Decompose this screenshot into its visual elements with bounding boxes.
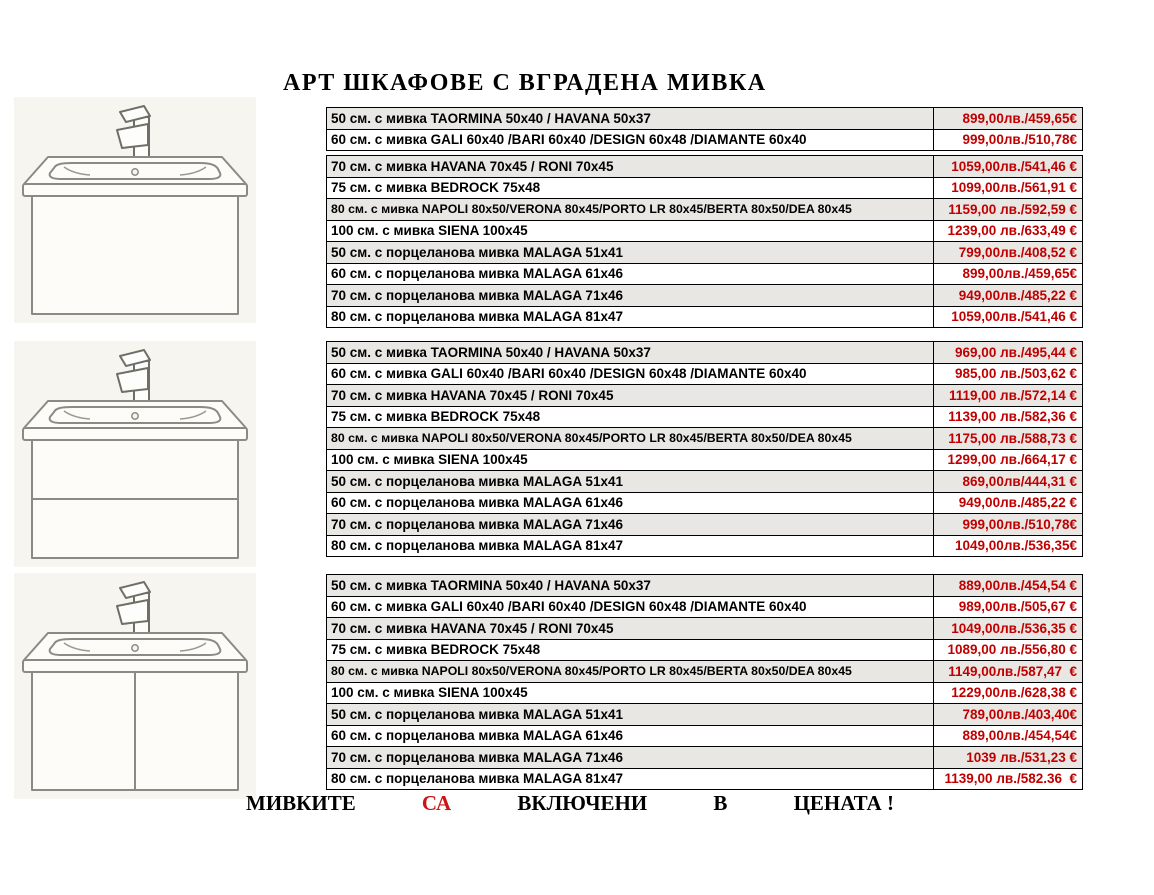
price-row	[326, 769, 1083, 791]
product-label: 60 см. с порцеланова мивка MALAGA 61x46	[331, 728, 623, 744]
product-label: 80 см. с порцеланова мивка MALAGA 81x47	[331, 309, 623, 325]
price-row	[326, 307, 1083, 329]
price-row	[326, 107, 1083, 130]
price-value: 949,00лв./485,22 €	[933, 493, 1082, 514]
vanity-illustration-single-drawer	[14, 97, 256, 323]
price-value: 1099,00лв./561,91 €	[933, 178, 1082, 199]
price-value: 1059,00лв./541,46 €	[933, 156, 1082, 177]
price-value: 799,00лв./408,52 €	[933, 242, 1082, 263]
price-value: 899,00лв./459,65€	[933, 264, 1082, 285]
price-row	[326, 428, 1083, 450]
price-row	[326, 221, 1083, 243]
page-title: АРТ ШКАФОВЕ С ВГРАДЕНА МИВКА	[283, 70, 767, 96]
price-row	[326, 264, 1083, 286]
price-value: 889,00лв./454,54€	[933, 726, 1082, 747]
product-label: 50 см. с порцеланова мивка MALAGA 51x41	[331, 244, 623, 260]
product-label: 50 см. с мивка TAORMINA 50x40 / HAVANA 50x37	[331, 577, 651, 593]
price-value: 969,00 лв./495,44 €	[933, 342, 1082, 363]
price-value: 999,00лв./510,78€	[933, 514, 1082, 535]
product-label: 50 см. с мивка TAORMINA 50x40 / HAVANA 50x37	[331, 344, 651, 360]
product-label: 70 см. с мивка HAVANA 70x45 / RONI 70x45	[331, 620, 614, 636]
footer-note	[246, 791, 894, 816]
price-row	[326, 364, 1083, 386]
product-label: 80 см. с мивка NAPOLI 80x50/VERONA 80x45/PORTO LR 80x45/BERTA 80x50/DEA 80x45	[331, 202, 852, 217]
price-value: 1139,00 лв./582.36 €	[933, 769, 1082, 790]
vanity-sink-faucet-single-drawer-icon	[14, 97, 256, 323]
product-label: 70 см. с мивка HAVANA 70x45 / RONI 70x45	[331, 387, 614, 403]
price-row	[326, 242, 1083, 264]
footer-word: В	[713, 791, 728, 815]
product-label: 60 см. с мивка GALI 60x40 /BARI 60x40 /DESIGN 60x48 /DIAMANTE 60x40	[331, 132, 807, 148]
price-value: 1049,00лв./536,35 €	[933, 618, 1082, 639]
product-label: 60 см. с порцеланова мивка MALAGA 61x46	[331, 266, 623, 282]
price-value: 1119,00 лв./572,14 €	[933, 385, 1082, 406]
price-value: 899,00лв./459,65€	[933, 108, 1082, 129]
price-row	[326, 285, 1083, 307]
price-row	[326, 155, 1083, 178]
price-row	[326, 726, 1083, 748]
price-value: 949,00лв./485,22 €	[933, 285, 1082, 306]
price-value: 1159,00 лв./592,59 €	[933, 199, 1082, 220]
product-label: 60 см. с мивка GALI 60x40 /BARI 60x40 /DESIGN 60x48 /DIAMANTE 60x40	[331, 599, 807, 615]
price-row	[326, 450, 1083, 472]
price-table-3	[326, 574, 1083, 790]
product-label: 50 см. с мивка TAORMINA 50x40 / HAVANA 50x37	[331, 110, 651, 126]
price-table-1	[326, 107, 1083, 328]
price-row	[326, 407, 1083, 429]
product-label: 100 см. с мивка SIENA 100x45	[331, 685, 528, 701]
footer-word: МИВКИТЕ	[246, 791, 356, 815]
product-label: 50 см. с порцеланова мивка MALAGA 51x41	[331, 473, 623, 489]
footer-word-highlight: СА	[421, 791, 452, 815]
price-value: 1059,00лв./541,46 €	[933, 307, 1082, 328]
price-value: 989,00лв./505,67 €	[933, 597, 1082, 618]
price-row	[326, 640, 1083, 662]
price-row	[326, 514, 1083, 536]
product-label: 100 см. с мивка SIENA 100x45	[331, 452, 528, 468]
price-value: 1039 лв./531,23 €	[933, 747, 1082, 768]
price-row	[326, 683, 1083, 705]
price-value: 1175,00 лв./588,73 €	[933, 428, 1082, 449]
price-value: 789,00лв./403,40€	[933, 704, 1082, 725]
price-row	[326, 597, 1083, 619]
product-label: 50 см. с порцеланова мивка MALAGA 51x41	[331, 706, 623, 722]
product-label: 80 см. с мивка NAPOLI 80x50/VERONA 80x45/PORTO LR 80x45/BERTA 80x50/DEA 80x45	[331, 431, 852, 446]
product-label: 100 см. с мивка SIENA 100x45	[331, 223, 528, 239]
price-value: 869,00лв/444,31 €	[933, 471, 1082, 492]
product-label: 75 см. с мивка BEDROCK 75x48	[331, 409, 541, 425]
price-table-2	[326, 341, 1083, 557]
product-label: 70 см. с порцеланова мивка MALAGA 71x46	[331, 287, 623, 303]
price-value: 1229,00лв./628,38 €	[933, 683, 1082, 704]
price-value: 985,00 лв./503,62 €	[933, 364, 1082, 385]
price-value: 1139,00 лв./582,36 €	[933, 407, 1082, 428]
price-row	[326, 536, 1083, 558]
product-label: 70 см. с порцеланова мивка MALAGA 71x46	[331, 516, 623, 532]
price-value: 1299,00 лв./664,17 €	[933, 450, 1082, 471]
price-row	[326, 661, 1083, 683]
price-row	[326, 747, 1083, 769]
product-label: 75 см. с мивка BEDROCK 75x48	[331, 642, 541, 658]
price-row	[326, 493, 1083, 515]
vanity-sink-faucet-two-drawers-icon	[14, 341, 256, 567]
product-label: 70 см. с порцеланова мивка MALAGA 71x46	[331, 749, 623, 765]
price-row	[326, 199, 1083, 221]
price-row	[326, 178, 1083, 200]
price-row	[326, 471, 1083, 493]
price-value: 1239,00 лв./633,49 €	[933, 221, 1082, 242]
product-label: 75 см. с мивка BEDROCK 75x48	[331, 180, 541, 196]
price-value: 1089,00 лв./556,80 €	[933, 640, 1082, 661]
vanity-illustration-two-doors	[14, 573, 256, 799]
price-value: 1149,00лв./587,47 €	[933, 661, 1082, 682]
price-row	[326, 130, 1083, 152]
vanity-sink-faucet-two-doors-icon	[14, 573, 256, 799]
product-label: 70 см. с мивка HAVANA 70x45 / RONI 70x45	[331, 158, 614, 174]
product-label: 60 см. с порцеланова мивка MALAGA 61x46	[331, 495, 623, 511]
price-row	[326, 618, 1083, 640]
product-label: 80 см. с мивка NAPOLI 80x50/VERONA 80x45/PORTO LR 80x45/BERTA 80x50/DEA 80x45	[331, 664, 852, 679]
product-label: 80 см. с порцеланова мивка MALAGA 81x47	[331, 538, 623, 554]
footer-word: ВКЛЮЧЕНИ	[517, 791, 648, 815]
product-label: 60 см. с мивка GALI 60x40 /BARI 60x40 /DESIGN 60x48 /DIAMANTE 60x40	[331, 366, 807, 382]
price-row	[326, 704, 1083, 726]
price-value: 1049,00лв./536,35€	[933, 536, 1082, 557]
footer-word: ЦЕНАТА !	[793, 791, 894, 815]
price-row	[326, 574, 1083, 597]
price-row	[326, 341, 1083, 364]
product-label: 80 см. с порцеланова мивка MALAGA 81x47	[331, 771, 623, 787]
price-row	[326, 385, 1083, 407]
vanity-illustration-two-drawers	[14, 341, 256, 567]
price-value: 889,00лв./454,54 €	[933, 575, 1082, 596]
price-value: 999,00лв./510,78€	[933, 130, 1082, 151]
